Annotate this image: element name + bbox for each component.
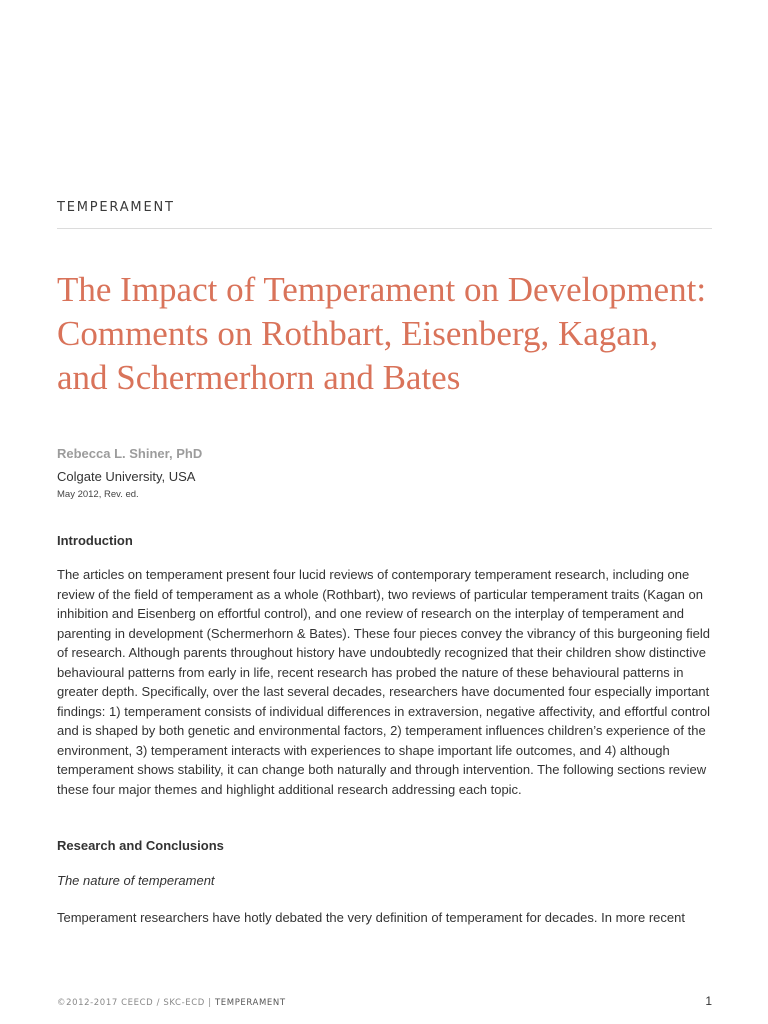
section-label: TEMPERAMENT	[57, 200, 175, 215]
footer-copyright-text: ©2012-2017 CEECD / SKC-ECD	[57, 998, 205, 1008]
nature-subheading: The nature of temperament	[57, 873, 215, 888]
author-affiliation: Colgate University, USA	[57, 469, 196, 484]
footer-topic: TEMPERAMENT	[215, 998, 286, 1008]
footer-copyright	[57, 998, 286, 1008]
page-number: 1	[705, 994, 712, 1008]
introduction-heading: Introduction	[57, 533, 133, 548]
article-title: The Impact of Temperament on Development: Comments on Rothbart, Eisenberg, Kagan, and Schermerhorn and Bates	[57, 270, 707, 397]
research-heading: Research and Conclusions	[57, 838, 224, 853]
author-name: Rebecca L. Shiner, PhD	[57, 446, 203, 461]
publication-date: May 2012, Rev. ed.	[57, 489, 139, 500]
nature-paragraph: Temperament researchers have hotly debated the very definition of temperament for decades. In more recent	[57, 910, 685, 925]
introduction-paragraph: The articles on temperament present four lucid reviews of contemporary temperament research, including one review of the field of temperament as a whole (Rothbart), two reviews of particular temperament traits (Kagan on inhibition and Eisenberg on effortful control), and one review of research on the interplay of temperament and parenting in development (Schermerhorn & Bates). These four pieces convey the vibrancy of this burgeoning field of research. Although parents throughout history have undoubtedly recognized that their children show distinctive behavioural patterns from early in life, recent research has probed the nature of these behavioural patterns in greater depth. Specifically, over the last several decades, researchers have documented four especially important findings: 1) temperament consists of individual differences in extraversion, negative affectivity, and effortful control and is shaped by both genetic and environmental factors, 2) temperament influences children’s experience of the environment, 3) temperament interacts with experiences to shape important life outcomes, and 4) although temperament shows stability, it can change both naturally and through intervention. The following sections review these four major themes and highlight additional research addressing each topic.	[57, 567, 711, 797]
header-divider	[57, 228, 712, 229]
footer-separator: |	[204, 998, 215, 1008]
